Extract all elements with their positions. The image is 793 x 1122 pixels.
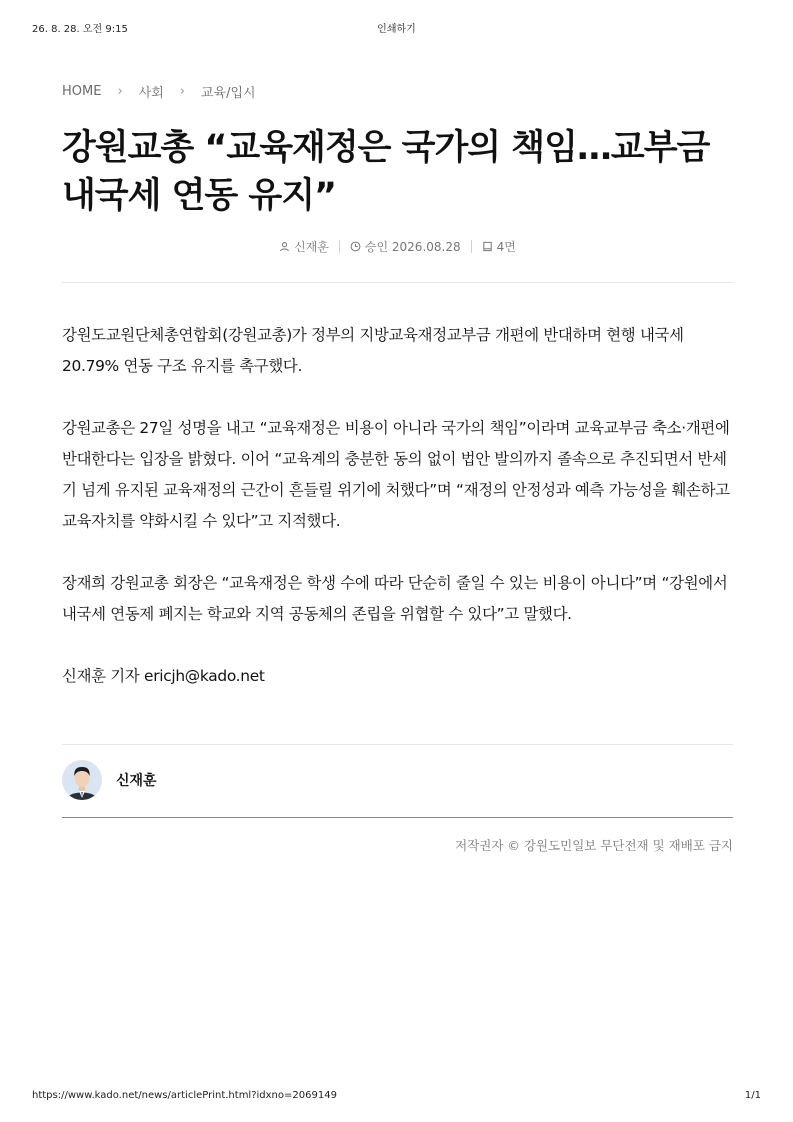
breadcrumb-subsection[interactable]: 교육/입시 bbox=[200, 86, 256, 101]
article-headline: 강원교총 “교육재정은 국가의 책임…교부금 내국세 연동 유지” bbox=[62, 128, 710, 216]
print-datetime: 26. 8. 28. 오전 9:15 bbox=[32, 24, 128, 35]
print-footer bbox=[32, 1090, 761, 1106]
article-body bbox=[62, 320, 738, 723]
meta-approved bbox=[350, 238, 461, 255]
chevron-right-icon: › bbox=[117, 84, 123, 99]
meta-author bbox=[279, 238, 329, 255]
article-paragraph: 강원도교원단체총연합회(강원교총)가 정부의 지방교육재정교부금 개편에 반대하며 현행 내국세 20.79% 연동 구조 유지를 촉구했다. bbox=[62, 326, 684, 375]
print-title: 인쇄하기 bbox=[377, 24, 416, 35]
article-paragraph: 장재희 강원교총 회장은 “교육재정은 학생 수에 따라 단순히 줄일 수 있는 비용이 아니다”며 “강원에서 내국세 연동제 폐지는 학교와 지역 공동체의 존립을 위협할 수 있다”고 말했다. bbox=[62, 574, 728, 623]
author-box-bottom-divider bbox=[62, 817, 733, 818]
article-paragraph: 강원교총은 27일 성명을 내고 “교육재정은 비용이 아니라 국가의 책임”이라며 교육교부금 축소·개편에 반대한다는 입장을 밝혔다. 이어 “교육계의 충분한 동의 없이 법안 발의까지 졸속으로 추진되면서 반세기 넘게 유지된 교육재정의 근간이 흔들릴 위기에 처했다”며 “재정의 안정성과 예측 가능성을 훼손하고 교육자치를 약화시킬 수 있다”고 지적했다. bbox=[62, 419, 730, 530]
print-header bbox=[32, 20, 761, 36]
meta-divider bbox=[471, 240, 472, 253]
meta-divider bbox=[339, 240, 340, 253]
book-icon bbox=[482, 241, 493, 252]
breadcrumb bbox=[62, 82, 256, 101]
article-meta bbox=[62, 238, 733, 255]
author-box bbox=[62, 760, 157, 800]
author-name[interactable]: 신재훈 bbox=[116, 773, 157, 789]
meta-author-name: 신재훈 bbox=[294, 240, 329, 254]
print-page-number: 1/1 bbox=[744, 1090, 761, 1101]
breadcrumb-home[interactable]: HOME bbox=[62, 84, 102, 99]
copyright-notice: 저작권자 © 강원도민일보 무단전재 및 재배포 금지 bbox=[455, 838, 733, 853]
print-url: https://www.kado.net/news/articlePrint.html?idxno=2069149 bbox=[32, 1090, 337, 1101]
author-box-divider bbox=[62, 744, 733, 745]
meta-page bbox=[482, 238, 516, 255]
meta-page-number: 4면 bbox=[496, 240, 516, 254]
clock-icon bbox=[350, 241, 361, 252]
person-icon bbox=[279, 241, 290, 252]
meta-approved-date: 승인 2026.08.28 bbox=[364, 240, 461, 254]
breadcrumb-section[interactable]: 사회 bbox=[138, 86, 164, 101]
header-divider bbox=[62, 282, 733, 283]
article-byline: 신재훈 기자 ericjh@kado.net bbox=[62, 667, 265, 685]
avatar[interactable] bbox=[62, 760, 102, 800]
chevron-right-icon: › bbox=[179, 84, 185, 99]
